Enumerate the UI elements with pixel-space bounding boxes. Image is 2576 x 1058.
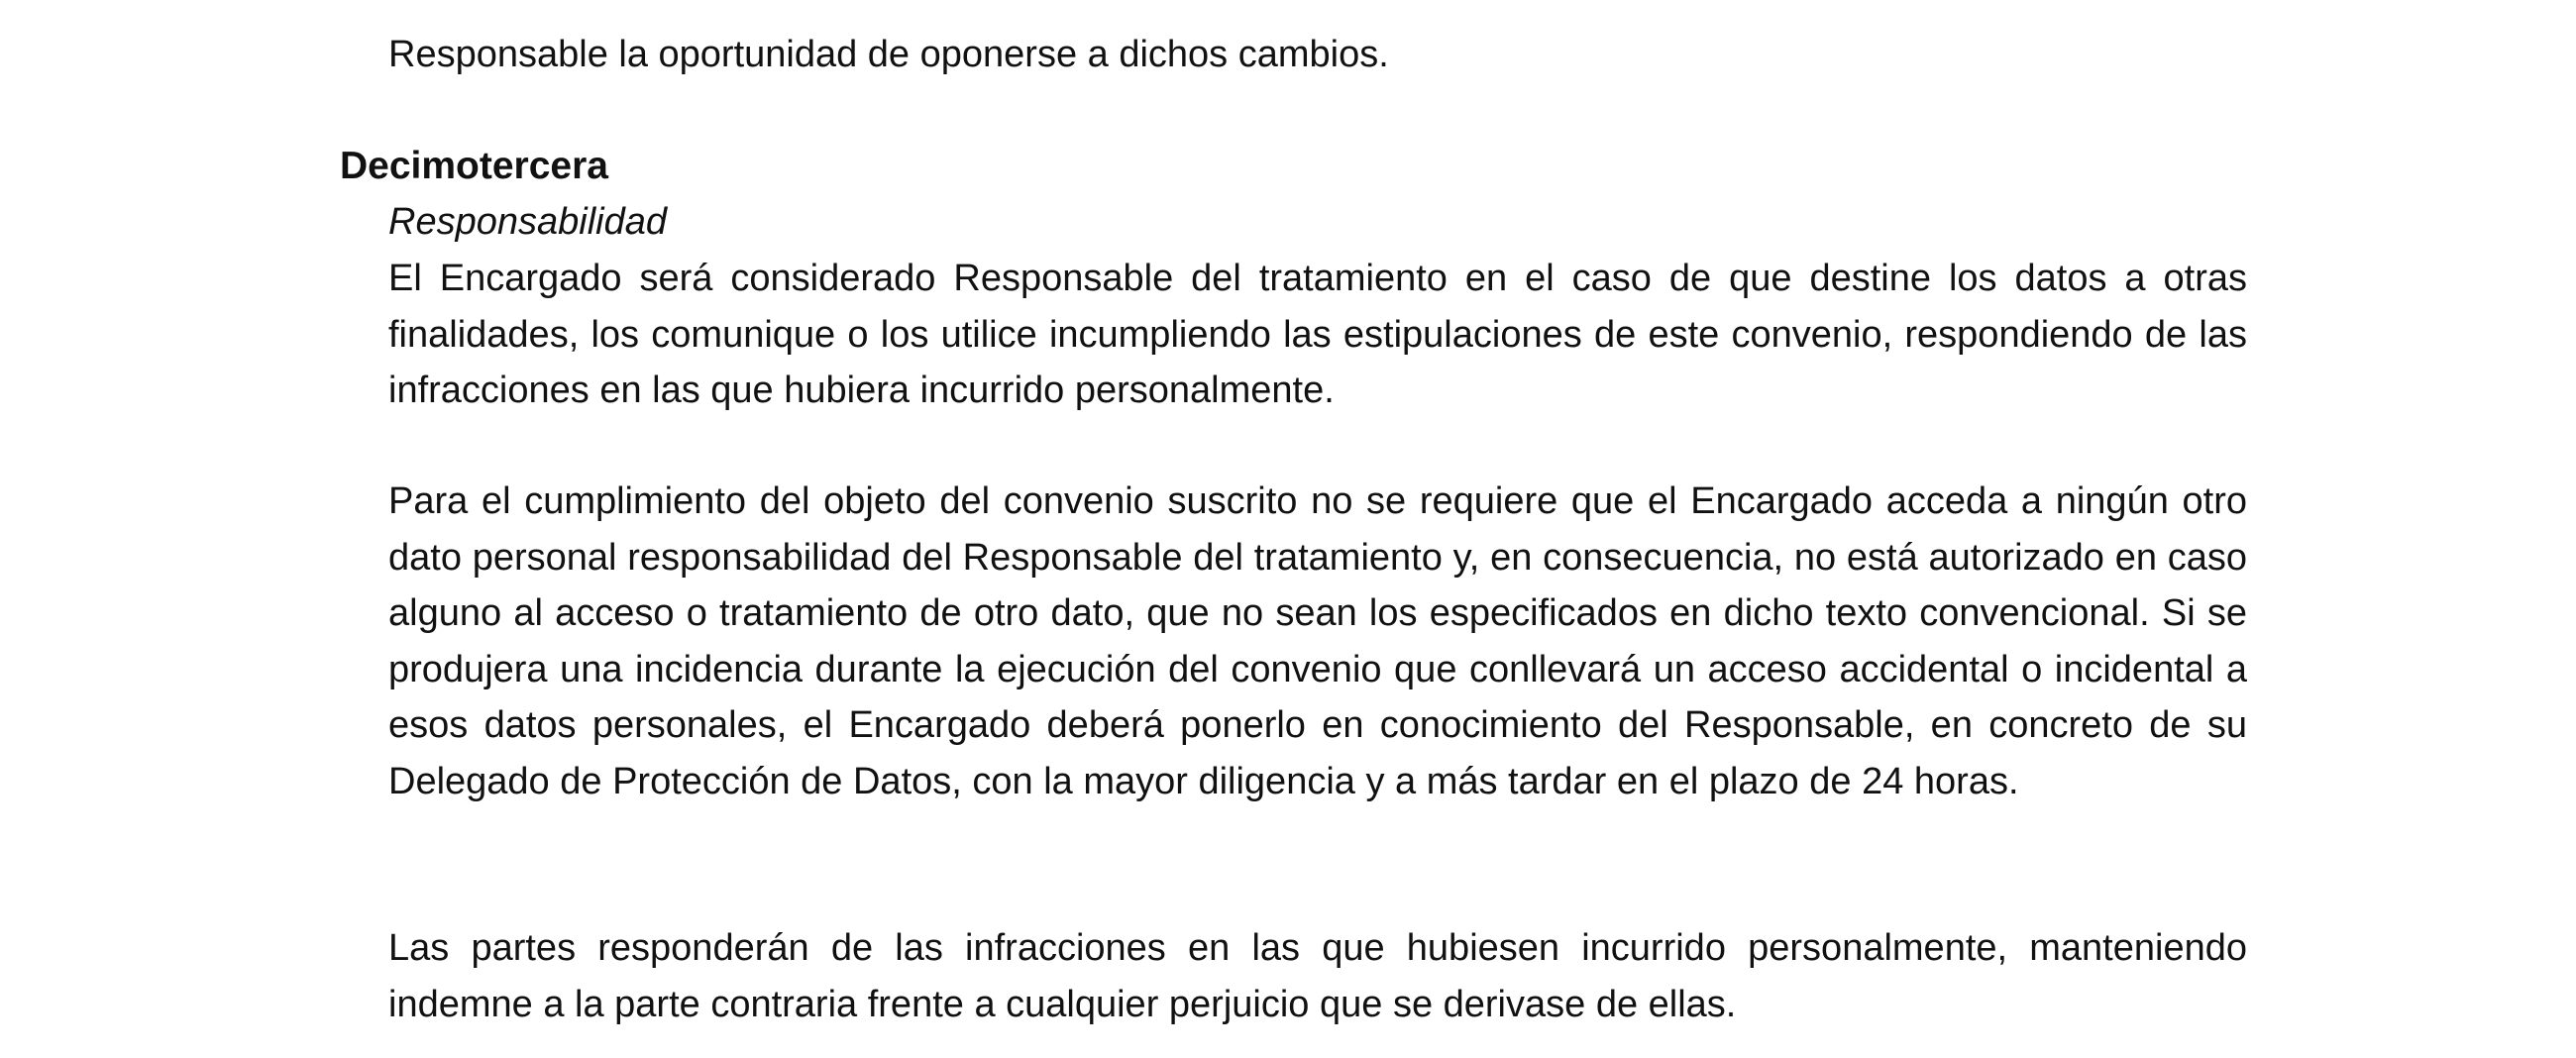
paragraph-data-access: Para el cumplimiento del objeto del convenio suscrito no se requiere que el Encargado acceda a ningún otro dato personal responsabilidad del Responsable del tratamiento y, en consecuencia, no está autorizado en caso alguno al acceso o tratamiento de otro dato, que no sean los especificados en dicho texto convencional. Si se produjera una incidencia durante la ejecución del convenio que conllevará un acceso accidental o incidental a esos datos personales, el Encargado deberá ponerlo en conocimiento del Responsable, en concreto de su Delegado de Protección de Datos, con la mayor diligencia y a más tardar en el plazo de 24 horas.	[388, 480, 2247, 802]
paragraph-liability: Las partes responderán de las infracciones en las que hubiesen incurrido personalmente, manteniendo indemne a la parte contraria frente a cualquier perjuicio que se derivase de ellas.	[388, 927, 2247, 1025]
clause-subheading: Responsabilidad	[388, 201, 667, 243]
continuation-paragraph: Responsable la oportunidad de oponerse a dichos cambios.	[388, 34, 1389, 75]
paragraph-responsibility: El Encargado será considerado Responsable del tratamiento en el caso de que destine los datos a otras finalidades, los comunique o los utilice incumpliendo las estipulaciones de este convenio, respondiendo de las infracciones en las que hubiera incurrido personalmente.	[388, 258, 2247, 411]
clause-heading: Decimotercera	[340, 145, 608, 187]
